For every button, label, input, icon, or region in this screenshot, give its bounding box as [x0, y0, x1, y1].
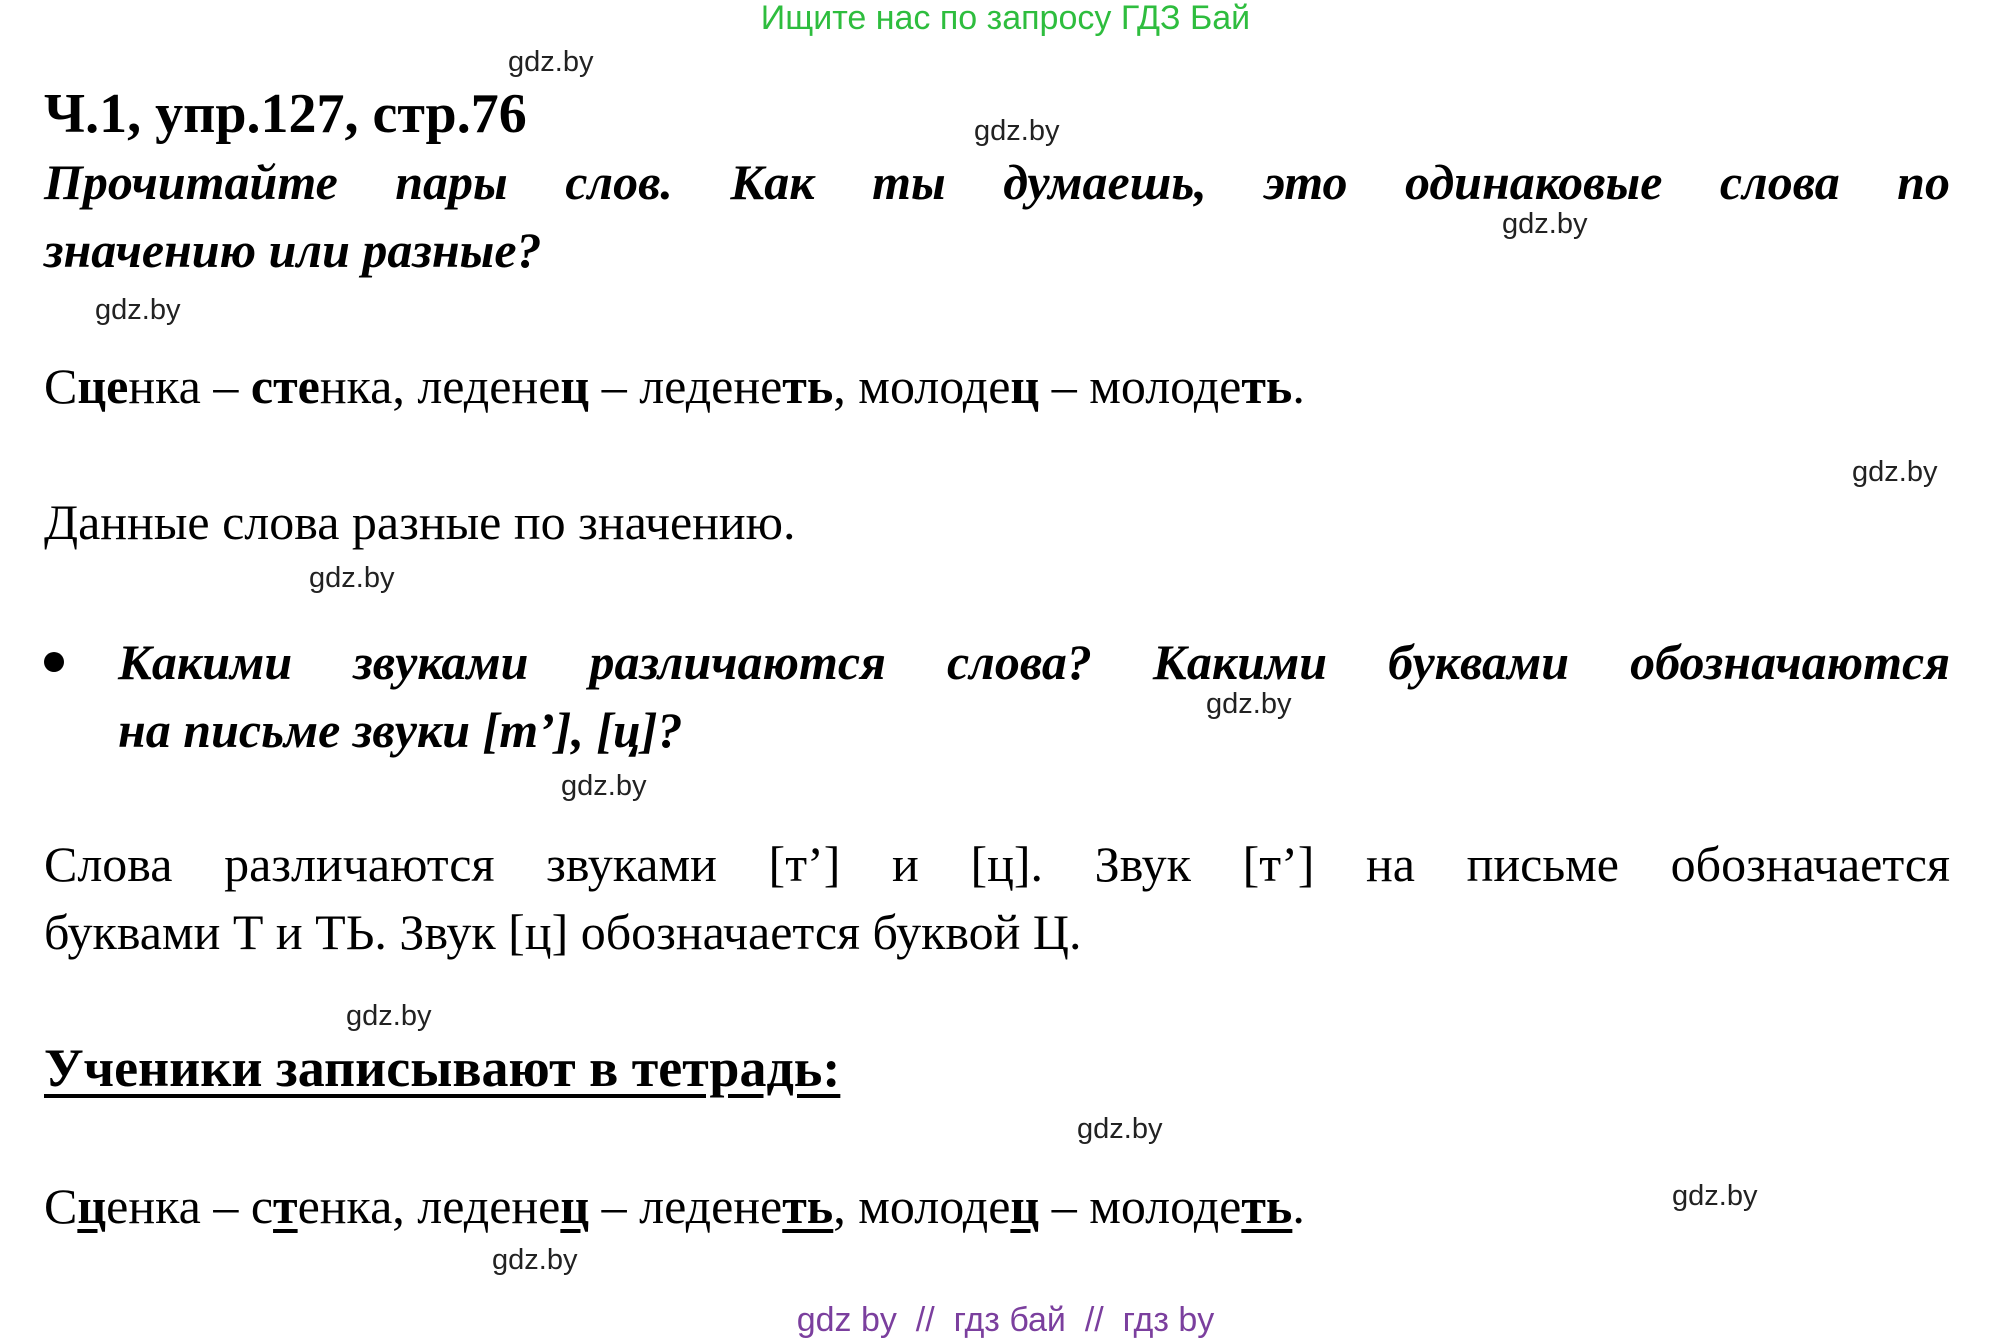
watermark: gdz.by [974, 115, 1060, 147]
text-fragment: нка, ледене [319, 358, 561, 414]
watermark: gdz.by [95, 294, 181, 326]
page-title: Ч.1, упр.127, стр.76 [44, 83, 527, 145]
text-fragment: С [44, 1178, 78, 1234]
highlight-fragment: ть [1241, 358, 1293, 414]
underlined-fragment: ть [782, 1178, 834, 1234]
answer-line: Слова различаются звуками [т’] и [ц]. Звук [т’] на письме обозначается [44, 836, 1950, 892]
watermark: gdz.by [346, 1000, 432, 1032]
text-fragment: , молоде [833, 358, 1011, 414]
watermark: gdz.by [309, 562, 395, 594]
answer-text [44, 830, 1950, 966]
text-fragment: . [1292, 1178, 1305, 1234]
task-line: значению или разные? [44, 222, 542, 278]
text-fragment: – ледене [589, 358, 783, 414]
underlined-fragment: ц [560, 1178, 590, 1234]
question-line: на письме звуки [т’], [ц]? [118, 702, 683, 758]
statement-text: Данные слова разные по значению. [44, 494, 796, 550]
bullet-icon [44, 652, 64, 672]
task-line: Прочитайте пары слов. Как ты думаешь, это одинаковые слова по [44, 154, 1950, 210]
watermark: gdz.by [1077, 1113, 1163, 1145]
watermark: gdz.by [508, 46, 594, 78]
watermark: gdz.by [1502, 208, 1588, 240]
text-fragment: – ледене [589, 1178, 783, 1234]
text-fragment: С [44, 358, 78, 414]
underlined-fragment: т [273, 1178, 298, 1234]
answer-line: буквами Т и ТЬ. Звук [ц] обозначается буквой Ц. [44, 904, 1082, 960]
underlined-fragment: ц [1010, 1178, 1040, 1234]
highlight-fragment: ть [782, 358, 834, 414]
word-pairs [44, 354, 1305, 418]
watermark: gdz.by [1672, 1180, 1758, 1212]
watermark: gdz.by [1206, 688, 1292, 720]
underlined-fragment: ть [1241, 1178, 1293, 1234]
text-fragment: – молоде [1039, 358, 1242, 414]
text-fragment: . [1292, 358, 1305, 414]
watermark: gdz.by [1852, 456, 1938, 488]
task-text [44, 148, 1950, 284]
watermark: gdz.by [492, 1244, 578, 1276]
text-fragment: , молоде [833, 1178, 1011, 1234]
highlight-fragment: сте [250, 358, 320, 414]
notebook-line [44, 1174, 1305, 1238]
text-fragment: нка – [128, 358, 251, 414]
underlined-fragment: ц [77, 1178, 107, 1234]
text-fragment: енка, ледене [297, 1178, 561, 1234]
bullet-question [118, 628, 1950, 764]
top-banner: Ищите нас по запросу ГДЗ Бай [760, 0, 1251, 37]
text-fragment: енка – с [106, 1178, 274, 1234]
highlight-fragment: це [77, 358, 129, 414]
text-fragment: – молоде [1039, 1178, 1242, 1234]
watermark: gdz.by [561, 770, 647, 802]
footer-links: gdz by // гдз бай // гдз by [796, 1301, 1215, 1339]
highlight-fragment: ц [1010, 358, 1040, 414]
question-line: Какими звуками различаются слова? Какими буквами обозначаются [118, 634, 1950, 690]
highlight-fragment: ц [560, 358, 590, 414]
students-heading: Ученики записывают в тетрадь: [44, 1038, 841, 1098]
